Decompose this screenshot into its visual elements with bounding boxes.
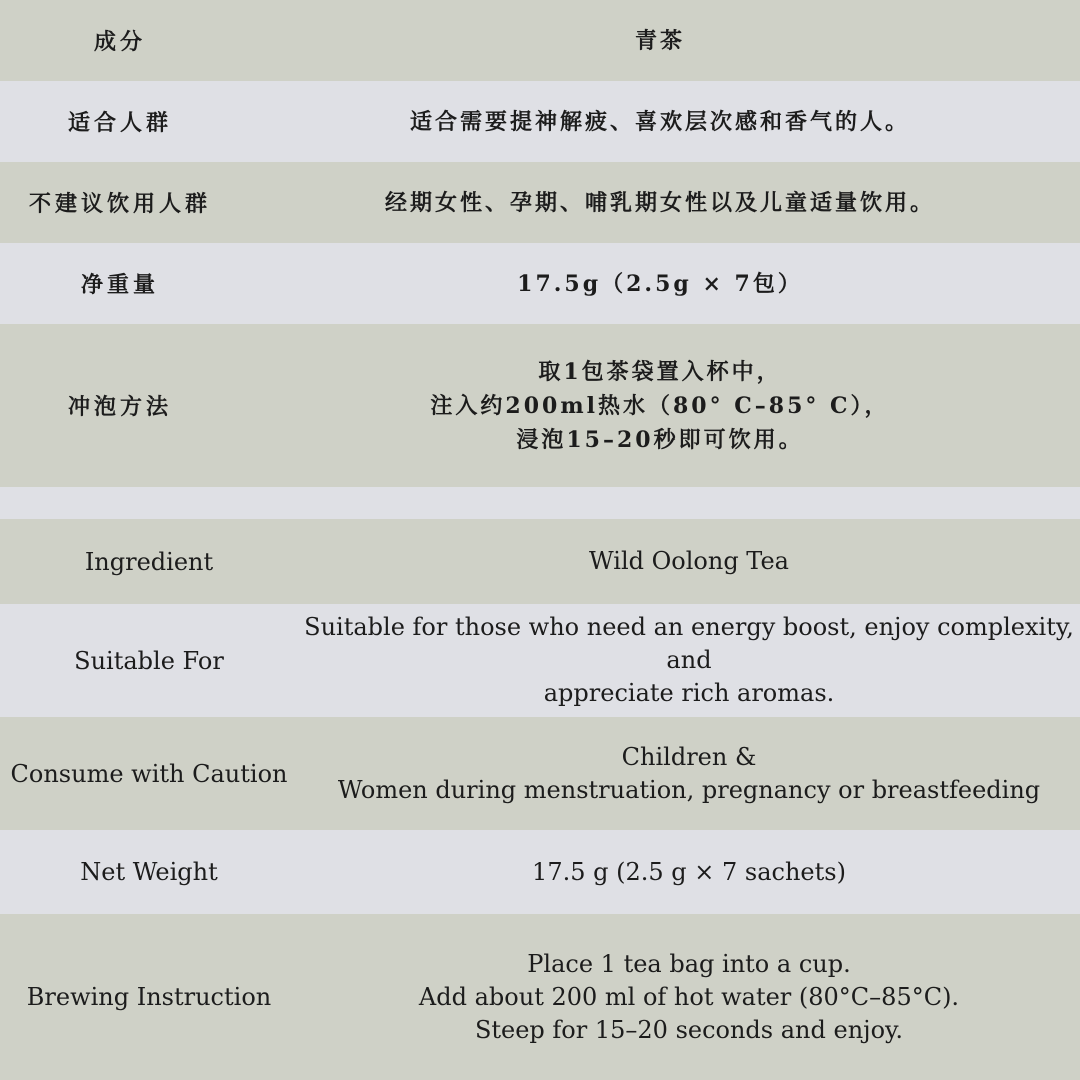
en-brewing-value: Place 1 tea bag into a cup. Add about 200 ml of hot water (80°C–85°C). Steep for 15–20 seconds and enjoy. bbox=[418, 949, 960, 1044]
zh-row-ingredient bbox=[0, 0, 1080, 81]
zh-row-brewing bbox=[0, 324, 1080, 487]
zh-ingredient-label: 成分 bbox=[93, 29, 146, 55]
table-separator bbox=[0, 487, 1080, 519]
en-row-brewing bbox=[0, 914, 1080, 1080]
zh-suitable-value: 适合需要提神解疲、喜欢层次感和香气的人。 bbox=[409, 108, 910, 135]
en-row-caution bbox=[0, 717, 1080, 830]
zh-suitable-label: 适合人群 bbox=[67, 110, 172, 136]
en-row-suitable bbox=[0, 604, 1080, 717]
en-suitable-label: Suitable For bbox=[74, 646, 224, 675]
zh-row-suitable bbox=[0, 81, 1080, 162]
en-suitable-value: Suitable for those who need an energy boost, enjoy complexity, and appreciate rich aromas. bbox=[304, 613, 1074, 707]
en-row-ingredient bbox=[0, 519, 1080, 604]
zh-row-caution bbox=[0, 162, 1080, 243]
en-brewing-label: Brewing Instruction bbox=[26, 983, 272, 1011]
zh-brewing-label: 冲泡方法 bbox=[67, 394, 172, 420]
en-net-weight-value: 17.5 g (2.5 g × 7 sachets) bbox=[532, 857, 846, 886]
en-row-net-weight bbox=[0, 830, 1080, 914]
en-net-weight-label: Net Weight bbox=[80, 858, 218, 886]
zh-caution-value: 经期女性、孕期、哺乳期女性以及儿童适量饮用。 bbox=[384, 189, 935, 216]
en-caution-value: Children & Women during menstruation, pregnancy or breastfeeding bbox=[337, 742, 1041, 804]
zh-ingredient-value: 青茶 bbox=[634, 27, 685, 54]
en-caution-label: Consume with Caution bbox=[10, 759, 288, 788]
en-ingredient-label: Ingredient bbox=[84, 547, 214, 576]
en-ingredient-value: Wild Oolong Tea bbox=[589, 547, 789, 575]
zh-brewing-value: 取1包茶袋置入杯中， 注入约200ml热水（80° C–85° C）， 浸泡15–20秒即可饮用。 bbox=[430, 358, 890, 453]
zh-net-weight-value: 17.5g（2.5g × 7包） bbox=[517, 270, 803, 297]
zh-row-net-weight bbox=[0, 243, 1080, 324]
zh-caution-label: 不建议饮用人群 bbox=[28, 191, 211, 217]
zh-net-weight-label: 净重量 bbox=[80, 272, 159, 298]
